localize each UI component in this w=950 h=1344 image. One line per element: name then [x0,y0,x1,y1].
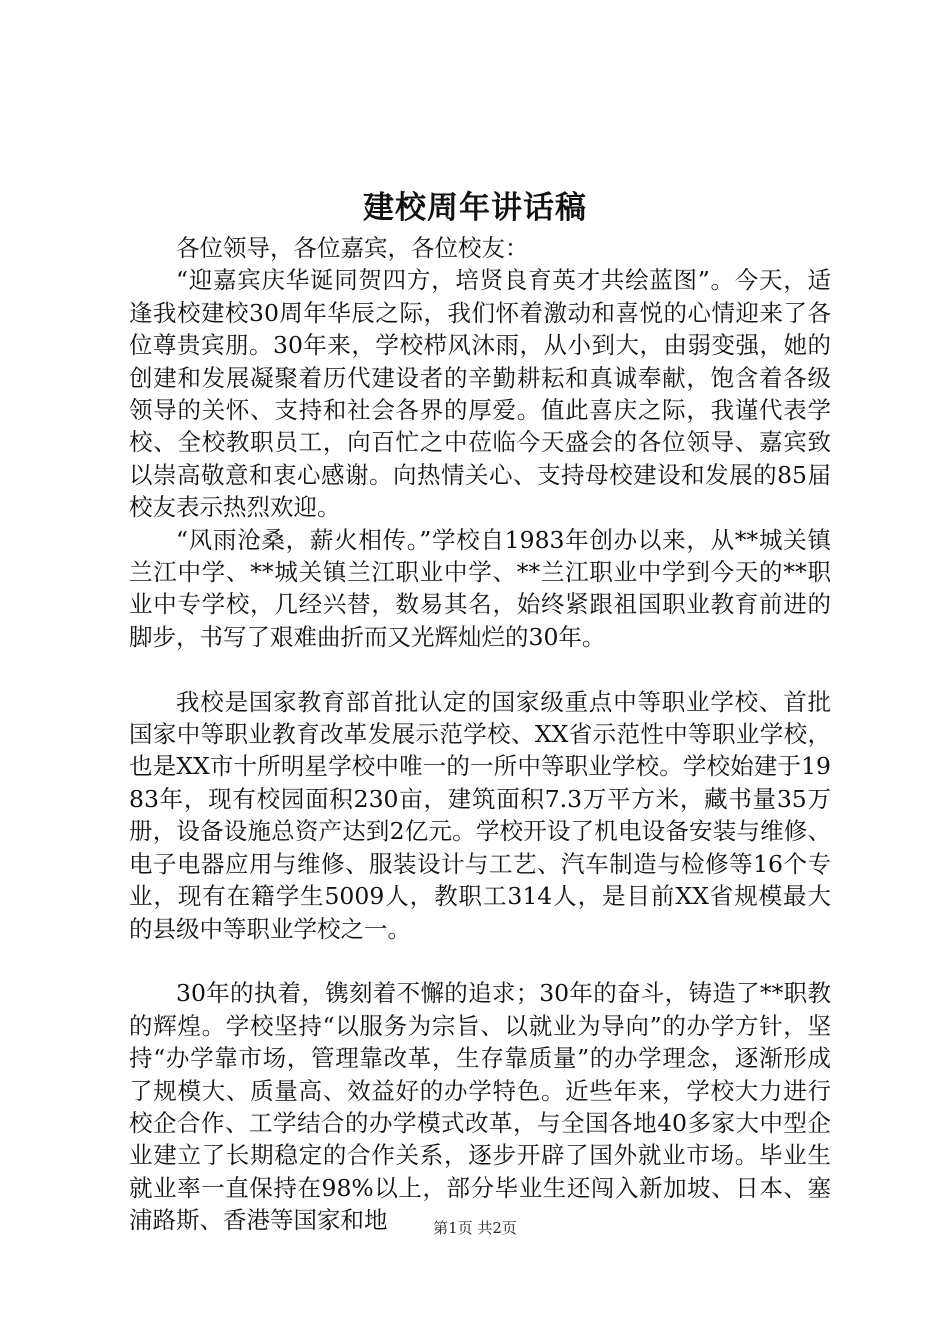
body-paragraph: 我校是国家教育部首批认定的国家级重点中等职业学校、首批国家中等职业教育改革发展示范学校、XX省示范性中等职业学校，也是XX市十所明星学校中唯一的一所中等职业学校。学校始建于1983年，现有校园面积230亩，建筑面积7.3万平方米，藏书量35万册，设备设施总资产达到2亿元。学校开设了机电设备安装与维修、电子电器应用与维修、服装设计与工艺、汽车制造与检修等16个专业，现有在籍学生5009人，教职工314人，是目前XX省规模最大的县级中等职业学校之一。 [129,687,831,943]
body-paragraph: “迎嘉宾庆华诞同贺四方，培贤良育英才共绘蓝图”。今天，适逢我校建校30周年华辰之际，我们怀着激动和喜悦的心情迎来了各位尊贵宾朋。30年来，学校栉风沐雨，从小到大，由弱变强，她的创建和发展凝聚着历代建设者的辛勤耕耘和真诚奉献，饱含着各级领导的关怀、支持和社会各界的厚爱。值此喜庆之际，我谨代表学校、全校教职员工，向百忙之中莅临今天盛会的各位领导、嘉宾致以崇高敬意和衷心感谢。向热情关心、支持母校建设和发展的85届校友表示热烈欢迎。 [129,266,831,522]
document-title: 建校周年讲话稿 [363,190,587,226]
body-paragraph: 30年的执着，镌刻着不懈的追求；30年的奋斗，铸造了**职教的辉煌。学校坚持“以服务为宗旨、以就业为导向”的办学方针，坚持“办学靠市场，管理靠改革，生存靠质量”的办学理念，逐渐形成了规模大、质量高、效益好的办学特色。近些年来，学校大力进行校企合作、工学结合的办学模式改革，与全国各地40多家大中型企业建立了长期稳定的合作关系，逐步开辟了国外就业市场。毕业生就业率一直保持在98%以上，部分毕业生还闯入新加坡、日本、塞浦路斯、香港等国家和地 [129,979,831,1235]
document-body [129,232,831,1237]
salutation-paragraph: 各位领导，各位嘉宾，各位校友： [176,234,529,262]
page-footer: 第1页 共2页 [433,1219,517,1237]
body-paragraph: “风雨沧桑，薪火相传。”学校自1983年创办以来，从**城关镇兰江中学、**城关镇兰江职业中学、**兰江职业中学到今天的**职业中专学校，几经兴替，数易其名，始终紧跟祖国职业教育前进的脚步，书写了艰难曲折而又光辉灿烂的30年。 [129,525,831,651]
